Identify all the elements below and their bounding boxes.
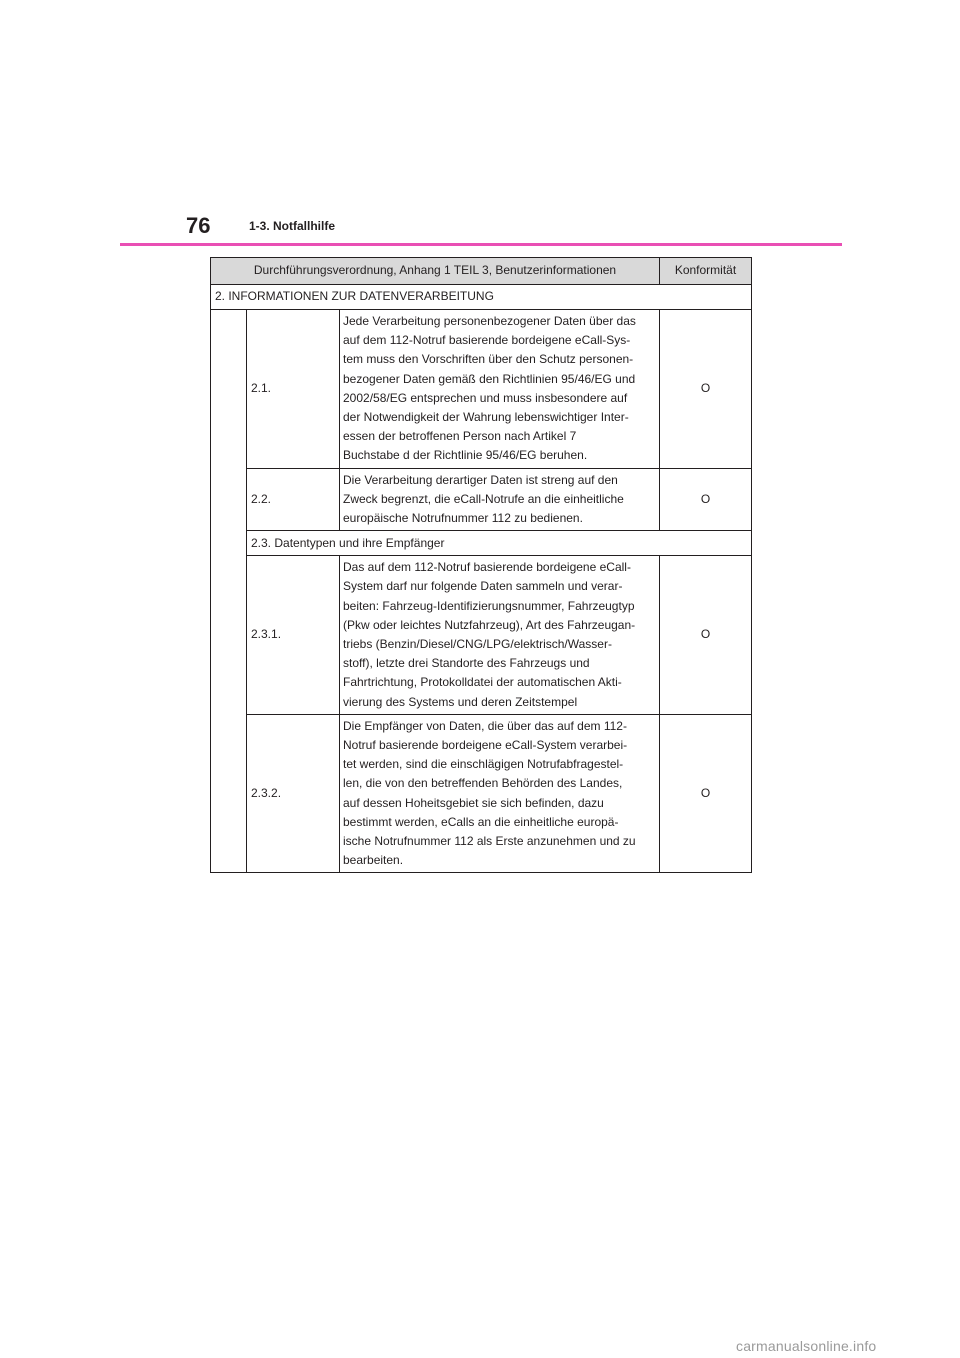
table-row	[211, 310, 752, 469]
row-conformity: O	[660, 468, 752, 531]
subsection-heading: 2.3. Datentypen und ihre Empfänger	[247, 531, 752, 556]
row-number: 2.1.	[247, 310, 340, 469]
row-conformity: O	[660, 310, 752, 469]
section-heading-row	[211, 285, 752, 310]
section-title: 1-3. Notfallhilfe	[249, 219, 336, 233]
regulation-table	[210, 257, 752, 873]
row-conformity: O	[660, 556, 752, 715]
row-text: Jede Verarbeitung personenbezogener Daten über das auf dem 112-Notruf basierende bordeigene eCall-Sys- tem muss den Vorschriften über den Schutz personen- bezogener Daten gemäß den Richtlinien 95/46/EG und 2002/58/EG entsprechen und muss insbesondere auf der Notwendigkeit der Wahrung lebenswichtiger Inter- essen der betroffenen Person nach Artikel 7 Buchstabe d der Richtlinie 95/46/EG beruhen.	[340, 310, 660, 469]
subsection-heading-row	[211, 531, 752, 556]
column-header-conformity: Konformität	[660, 258, 752, 285]
row-text: Das auf dem 112-Notruf basierende bordeigene eCall- System darf nur folgende Daten sammeln und verar- beiten: Fahrzeug-Identifizierungsnummer, Fahrzeugtyp (Pkw oder leichtes Nutzfahrzeug), Art des Fahrzeugan- triebs (Benzin/Diesel/CNG/LPG/elektrisch/Wasser- stoff), letzte drei Standorte des Fahrzeugs und Fahrtrichtung, Protokolldatei der automatischen Akti- vierung des Systems und deren Zeitstempel	[340, 556, 660, 715]
row-number: 2.3.1.	[247, 556, 340, 715]
indent-cell	[211, 310, 247, 873]
row-conformity: O	[660, 714, 752, 873]
row-number: 2.2.	[247, 468, 340, 531]
row-number: 2.3.2.	[247, 714, 340, 873]
section-heading: 2. INFORMATIONEN ZUR DATENVERARBEITUNG	[211, 285, 752, 310]
table-row	[211, 714, 752, 873]
table-row	[211, 556, 752, 715]
table-header-row	[211, 258, 752, 285]
page-number: 76	[186, 213, 211, 238]
header-rule	[120, 243, 842, 246]
watermark: carmanualsonline.info	[736, 1338, 877, 1354]
table-row	[211, 468, 752, 531]
row-text: Die Empfänger von Daten, die über das auf dem 112- Notruf basierende bordeigene eCall-System verarbei- tet werden, sind die einschlägigen Notrufabfragestel- len, die von den betreffenden Behörden des Landes, auf dessen Hoheitsgebiet sie sich befinden, dazu bestimmt werden, eCalls an die einheitliche europä- ische Notrufnummer 112 als Erste anzunehmen und zu bearbeiten.	[340, 714, 660, 873]
column-header-regulation: Durchführungsverordnung, Anhang 1 TEIL 3, Benutzerinformationen	[211, 258, 660, 285]
row-text: Die Verarbeitung derartiger Daten ist streng auf den Zweck begrenzt, die eCall-Notrufe an die einheitliche europäische Notrufnummer 112 zu bedienen.	[340, 468, 660, 531]
